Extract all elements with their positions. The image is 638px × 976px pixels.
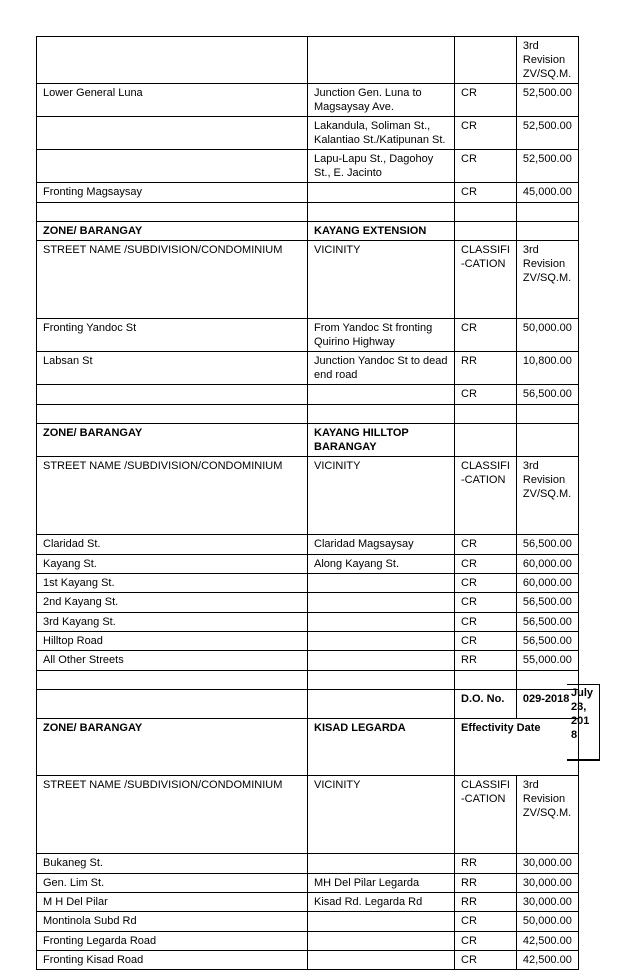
classification-cell [455,424,517,457]
street-cell: Fronting Legarda Road [37,932,308,951]
street-cell [37,385,308,405]
value-cell: 52,500.00 [516,84,578,117]
vicinity-cell: VICINITY [308,241,455,319]
street-cell: Fronting Kisad Road [37,951,308,970]
street-cell: ZONE/ BARANGAY [37,719,308,776]
classification-cell: CR [455,912,517,932]
street-cell: Lower General Luna [37,84,308,117]
street-cell: Montinola Subd Rd [37,912,308,932]
vicinity-cell: Kisad Rd. Legarda Rd [308,893,455,912]
classification-cell [455,37,517,84]
table-row [37,776,579,854]
table-row [37,951,579,970]
classification-cell: CLASSIFI -CATION [455,457,517,535]
table-row [37,690,579,719]
value-cell: 45,000.00 [516,183,578,203]
vicinity-cell: VICINITY [308,457,455,535]
table-row [37,352,579,385]
table-row [37,719,579,776]
classification-cell: CLASSIFI -CATION [455,776,517,854]
effectivity-date-value: July 23, 2018 [571,687,594,741]
street-cell: Claridad St. [37,535,308,555]
value-cell: 56,500.00 [516,593,578,613]
value-cell: 52,500.00 [516,150,578,183]
table-row [37,37,579,84]
table-row [37,854,579,874]
value-cell: 30,000.00 [516,854,578,874]
value-cell: 3rd Revision ZV/SQ.M. [516,241,578,319]
table-row [37,424,579,457]
value-cell: 56,500.00 [516,632,578,651]
classification-cell [455,203,517,222]
street-cell: 3rd Kayang St. [37,613,308,632]
classification-cell [455,671,517,690]
table-row [37,222,579,241]
street-cell [37,117,308,150]
vicinity-cell: Lakandula, Soliman St., Kalantiao St./Katipunan St. [308,117,455,150]
classification-cell: CR [455,613,517,632]
effectivity-date-value-cell [567,684,600,760]
table-row [37,874,579,893]
table-row [37,241,579,319]
classification-cell: CR [455,932,517,951]
table-row [37,574,579,593]
value-cell: 60,000.00 [516,574,578,593]
vicinity-cell: Lapu-Lapu St., Dagohoy St., E. Jacinto [308,150,455,183]
value-cell: 56,500.00 [516,613,578,632]
vicinity-cell [308,651,455,671]
value-cell: 3rd Revision ZV/SQ.M. [516,457,578,535]
classification-cell: CR [455,632,517,651]
street-cell: Hilltop Road [37,632,308,651]
street-cell [37,690,308,719]
vicinity-cell [308,632,455,651]
classification-cell: CR [455,951,517,970]
vicinity-cell: KAYANG EXTENSION [308,222,455,241]
vicinity-cell [308,951,455,970]
vicinity-cell [308,912,455,932]
street-cell: Fronting Yandoc St [37,319,308,352]
table-row [37,84,579,117]
table-row [37,535,579,555]
table-row [37,183,579,203]
classification-cell: CR [455,183,517,203]
value-cell: 56,500.00 [516,385,578,405]
vicinity-cell: MH Del Pilar Legarda [308,874,455,893]
street-cell: 1st Kayang St. [37,574,308,593]
classification-cell: CR [455,117,517,150]
classification-cell: CR [455,593,517,613]
vicinity-cell [308,854,455,874]
vicinity-cell: KAYANG HILLTOP BARANGAY [308,424,455,457]
vicinity-cell [308,613,455,632]
classification-cell: CR [455,555,517,574]
value-cell: 52,500.00 [516,117,578,150]
street-cell: Gen. Lim St. [37,874,308,893]
street-cell: ZONE/ BARANGAY [37,222,308,241]
vicinity-cell [308,690,455,719]
street-cell: Labsan St [37,352,308,385]
value-cell: 42,500.00 [516,932,578,951]
street-cell: M H Del Pilar [37,893,308,912]
value-cell: 55,000.00 [516,651,578,671]
vicinity-cell [308,385,455,405]
table-row [37,932,579,951]
street-cell [37,671,308,690]
table-row [37,117,579,150]
value-cell: 029-2018 [516,690,578,719]
table-row [37,671,579,690]
value-cell: 42,500.00 [516,951,578,970]
street-cell [37,405,308,424]
vicinity-cell [308,574,455,593]
value-cell: 3rd Revision ZV/SQ.M. [516,776,578,854]
street-cell [37,37,308,84]
value-cell: 30,000.00 [516,874,578,893]
table-row [37,457,579,535]
zonal-value-table [36,36,579,970]
street-cell: 2nd Kayang St. [37,593,308,613]
value-cell [516,222,578,241]
classification-cell: RR [455,893,517,912]
vicinity-cell: KISAD LEGARDA [308,719,455,776]
value-cell: 60,000.00 [516,555,578,574]
table-row [37,632,579,651]
value-cell: 30,000.00 [516,893,578,912]
table-row [37,555,579,574]
street-cell [37,203,308,222]
table-row [37,405,579,424]
vicinity-cell [308,593,455,613]
classification-cell: CR [455,319,517,352]
table-row [37,203,579,222]
street-cell: STREET NAME /SUBDIVISION/CONDOMINIUM [37,776,308,854]
vicinity-cell: Junction Yandoc St to dead end road [308,352,455,385]
vicinity-cell: Claridad Magsaysay [308,535,455,555]
table-row [37,593,579,613]
value-cell: 10,800.00 [516,352,578,385]
classification-cell: RR [455,854,517,874]
table-row [37,893,579,912]
street-cell [37,150,308,183]
vicinity-cell: Junction Gen. Luna to Magsaysay Ave. [308,84,455,117]
classification-cell: RR [455,874,517,893]
value-cell: 56,500.00 [516,535,578,555]
value-cell: 50,000.00 [516,319,578,352]
value-cell [516,424,578,457]
vicinity-cell: Along Kayang St. [308,555,455,574]
street-cell: Kayang St. [37,555,308,574]
street-cell: STREET NAME /SUBDIVISION/CONDOMINIUM [37,457,308,535]
street-cell: STREET NAME /SUBDIVISION/CONDOMINIUM [37,241,308,319]
vicinity-cell [308,37,455,84]
classification-cell [455,222,517,241]
street-cell: Bukaneg St. [37,854,308,874]
value-cell [516,203,578,222]
table-row [37,651,579,671]
street-cell: ZONE/ BARANGAY [37,424,308,457]
street-cell: All Other Streets [37,651,308,671]
classification-cell: CR [455,150,517,183]
value-cell: 3rd Revision ZV/SQ.M. [516,37,578,84]
effectivity-cell-divider [567,760,600,761]
table-row [37,150,579,183]
table-row [37,385,579,405]
classification-cell: CR [455,574,517,593]
vicinity-cell: VICINITY [308,776,455,854]
classification-cell: CLASSIFI -CATION [455,241,517,319]
vicinity-cell [308,203,455,222]
classification-cell: Effectivity Date [455,719,579,776]
value-cell [516,405,578,424]
classification-cell: CR [455,535,517,555]
classification-cell: CR [455,84,517,117]
vicinity-cell [308,405,455,424]
classification-cell: RR [455,352,517,385]
table-row [37,912,579,932]
value-cell: 50,000.00 [516,912,578,932]
table-row [37,319,579,352]
table-row [37,613,579,632]
classification-cell [455,405,517,424]
vicinity-cell [308,183,455,203]
vicinity-cell [308,932,455,951]
vicinity-cell: From Yandoc St fronting Quirino Highway [308,319,455,352]
vicinity-cell [308,671,455,690]
classification-cell: RR [455,651,517,671]
street-cell: Fronting Magsaysay [37,183,308,203]
classification-cell: D.O. No. [455,690,517,719]
classification-cell: CR [455,385,517,405]
